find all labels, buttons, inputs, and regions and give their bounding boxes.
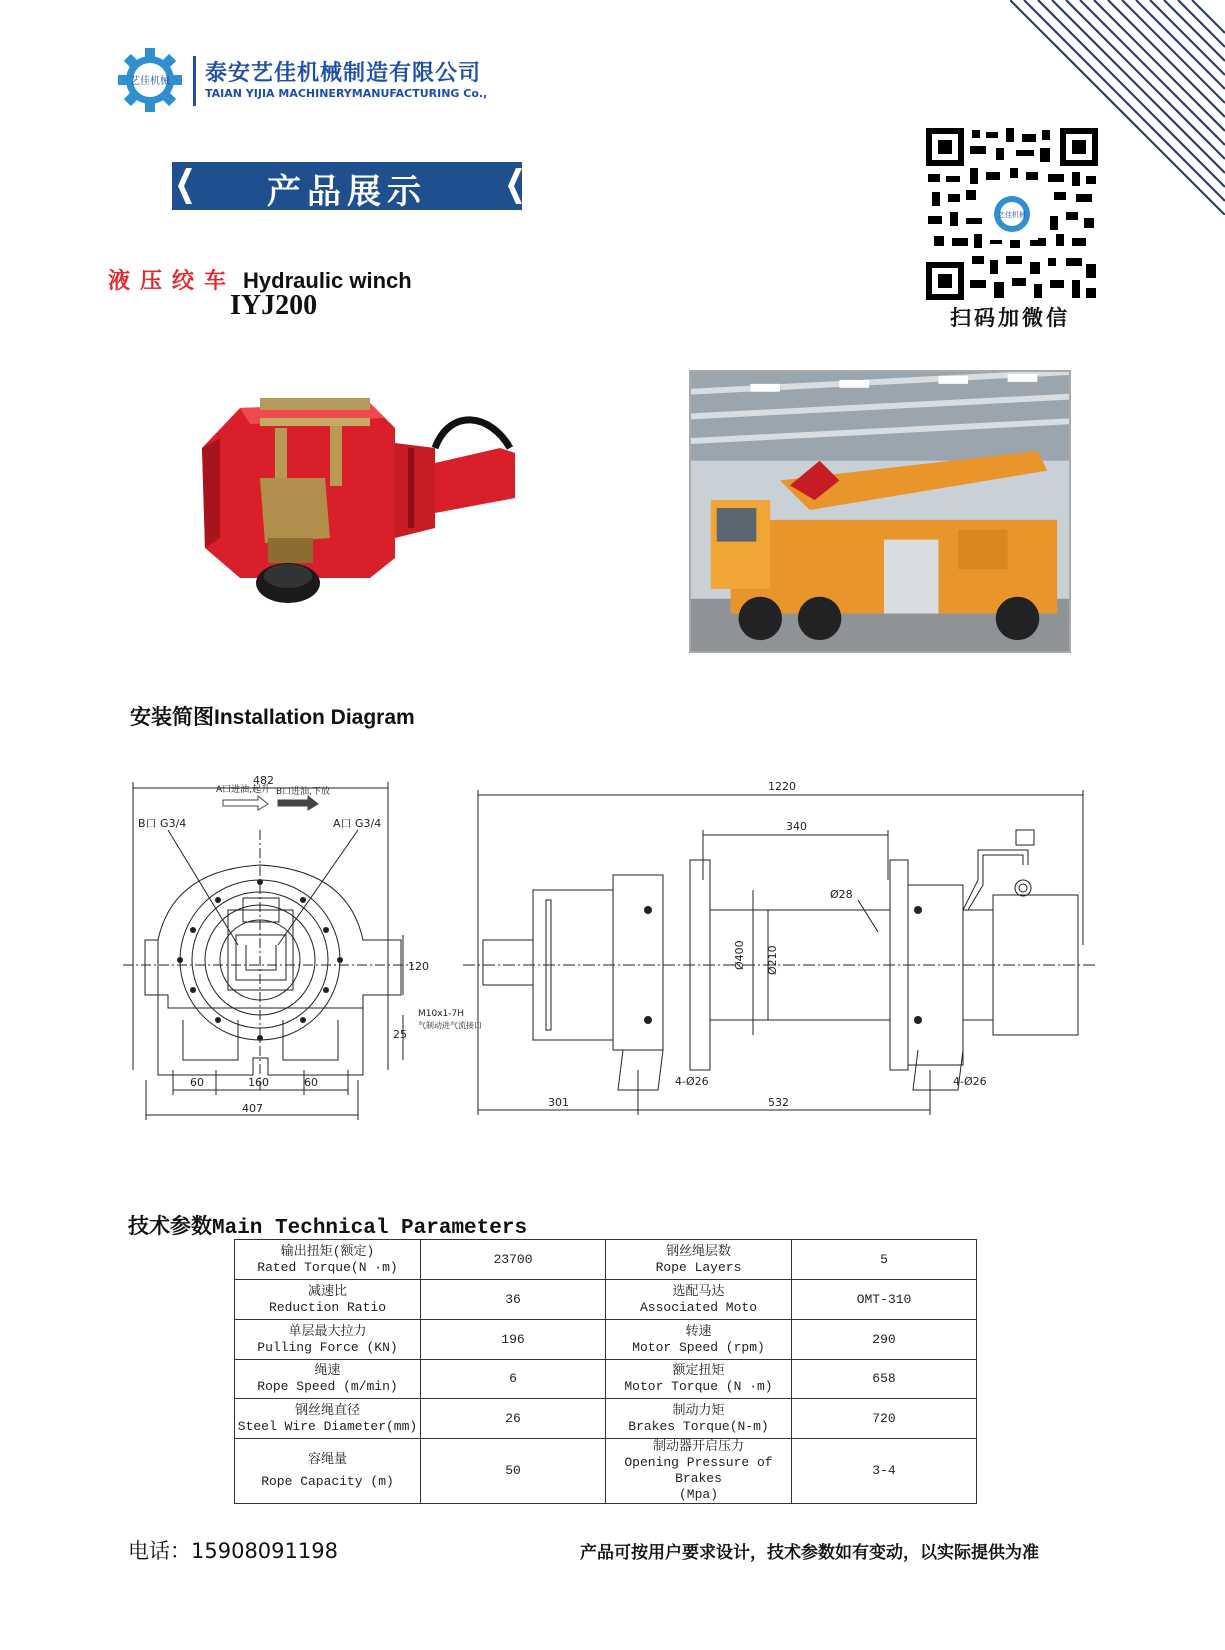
hydraulic-winch-image	[180, 388, 545, 623]
header-divider	[193, 56, 196, 106]
dim-total: 1220	[768, 780, 796, 793]
company-logo	[118, 48, 182, 112]
spec-value: 658	[792, 1360, 977, 1399]
spec-label-cn: 选配马达	[672, 1283, 725, 1299]
spec-label-cn: 钢丝绳层数	[665, 1243, 731, 1259]
dim-side-center: 532	[768, 1096, 789, 1109]
dim-width: 482	[253, 774, 274, 787]
product-name-cn: 液压绞车	[108, 269, 237, 294]
port-b-label: B口 G3/4	[138, 817, 187, 830]
spec-label-en: Rated Torque(N ·m)	[257, 1259, 398, 1275]
gear-icon	[118, 48, 182, 112]
front-view	[123, 774, 482, 1120]
spec-label-cn: 减速比	[307, 1283, 347, 1299]
tow-truck-photo	[689, 370, 1071, 653]
spec-label-cn: 容绳量	[307, 1452, 347, 1467]
dim-drum: 340	[786, 820, 807, 833]
spec-value: 36	[421, 1280, 606, 1320]
port-a-arrow-label: A口进油,起升	[216, 785, 271, 795]
holes-left-label: 4-Ø26	[675, 1075, 709, 1088]
product-name-en: Hydraulic winch	[243, 268, 412, 293]
spec-label-en: Rope Layers	[655, 1259, 742, 1275]
spec-value: OMT-310	[792, 1280, 977, 1320]
phone-number[interactable]: 电话：15908091198	[128, 1539, 338, 1563]
installation-diagram	[118, 770, 1108, 1170]
vent-note: 气制动进气流接口	[418, 1021, 482, 1030]
dim-side-left: 301	[548, 1096, 569, 1109]
spec-label-en: Pulling Force (KN)	[257, 1339, 398, 1355]
spec-label-en: Associated Moto	[639, 1299, 758, 1315]
spec-label-en: Brakes Torque(N-m)	[628, 1418, 769, 1434]
qr-code[interactable]	[926, 128, 1098, 300]
qr-caption: 扫码加微信	[950, 306, 1070, 330]
dim-base: 407	[242, 1102, 263, 1115]
spec-label-en: Steel Wire Diameter(mm)	[237, 1418, 418, 1434]
svg-text:艺佳机械: 艺佳机械	[130, 76, 170, 87]
spec-value: 50	[421, 1439, 606, 1504]
spec-label-en: Opening Pressure of Brakes	[624, 1455, 773, 1486]
table-row	[235, 1320, 977, 1360]
spec-value: 23700	[421, 1240, 606, 1280]
spec-value: 5	[792, 1240, 977, 1280]
dim-height: 120	[408, 960, 429, 973]
spec-label-en: Motor Speed (rpm)	[632, 1339, 765, 1355]
dim-mid: 160	[248, 1076, 269, 1089]
spec-label-en: Rope Speed (m/min)	[257, 1379, 398, 1394]
product-model: IYJ200	[230, 290, 318, 321]
port-a-label: A口 G3/4	[333, 817, 382, 830]
spec-value: 290	[792, 1320, 977, 1360]
spec-label-cn: 钢丝绳直径	[294, 1402, 360, 1418]
spec-title: 技术参数Main Technical Parameters	[128, 1217, 528, 1240]
banner-title: 产品展示	[267, 172, 427, 212]
spec-label-cn: 额定扭矩	[672, 1363, 725, 1378]
table-row	[235, 1439, 977, 1504]
spec-label-en: Motor Torque (N ·m)	[624, 1379, 773, 1394]
spec-label-en: Reduction Ratio	[268, 1299, 387, 1315]
company-name-en: TAIAN YIJIA MACHINERYMANUFACTURING Co.,	[205, 87, 488, 100]
dim-rope: Ø28	[830, 888, 853, 901]
dim-core: Ø210	[766, 945, 779, 975]
holes-right-label: 4-Ø26	[953, 1075, 987, 1088]
spec-label-cn: 绳速	[314, 1363, 341, 1378]
spec-label-cn: 输出扭矩(额定)	[280, 1243, 375, 1259]
port-b-arrow-label: B口进油,下放	[276, 787, 331, 797]
qr-logo-text: 艺佳机械	[998, 211, 1026, 219]
spec-value: 6	[421, 1360, 606, 1399]
spec-label-cn: 转速	[685, 1323, 712, 1339]
dim-left: 60	[190, 1076, 204, 1089]
footer-note: 产品可按用户要求设计，技术参数如有变动，以实际提供为准	[580, 1543, 1039, 1563]
dim-right: 60	[304, 1076, 318, 1089]
company-name-cn: 泰安艺佳机械制造有限公司	[205, 61, 482, 86]
spec-label-cn: 制动器开启压力	[652, 1439, 744, 1454]
table-row	[235, 1280, 977, 1320]
spec-label-en-unit: (Mpa)	[678, 1487, 718, 1502]
installation-title: 安装简图Installation Diagram	[130, 706, 415, 729]
spec-label-cn: 单层最大拉力	[288, 1323, 367, 1339]
spec-value: 3-4	[792, 1439, 977, 1504]
dim-foot: 25	[393, 1028, 407, 1041]
spec-value: 196	[421, 1320, 606, 1360]
vent-label: M10x1-7H	[418, 1009, 465, 1019]
table-row	[235, 1360, 977, 1399]
spec-label-cn: 制动力矩	[672, 1402, 725, 1418]
spec-value: 720	[792, 1399, 977, 1439]
spec-table	[234, 1239, 977, 1504]
table-row	[235, 1240, 977, 1280]
spec-value: 26	[421, 1399, 606, 1439]
side-view	[463, 780, 1098, 1115]
table-row	[235, 1399, 977, 1439]
dim-flange: Ø400	[733, 940, 746, 970]
spec-label-en: Rope Capacity (m)	[261, 1474, 394, 1489]
